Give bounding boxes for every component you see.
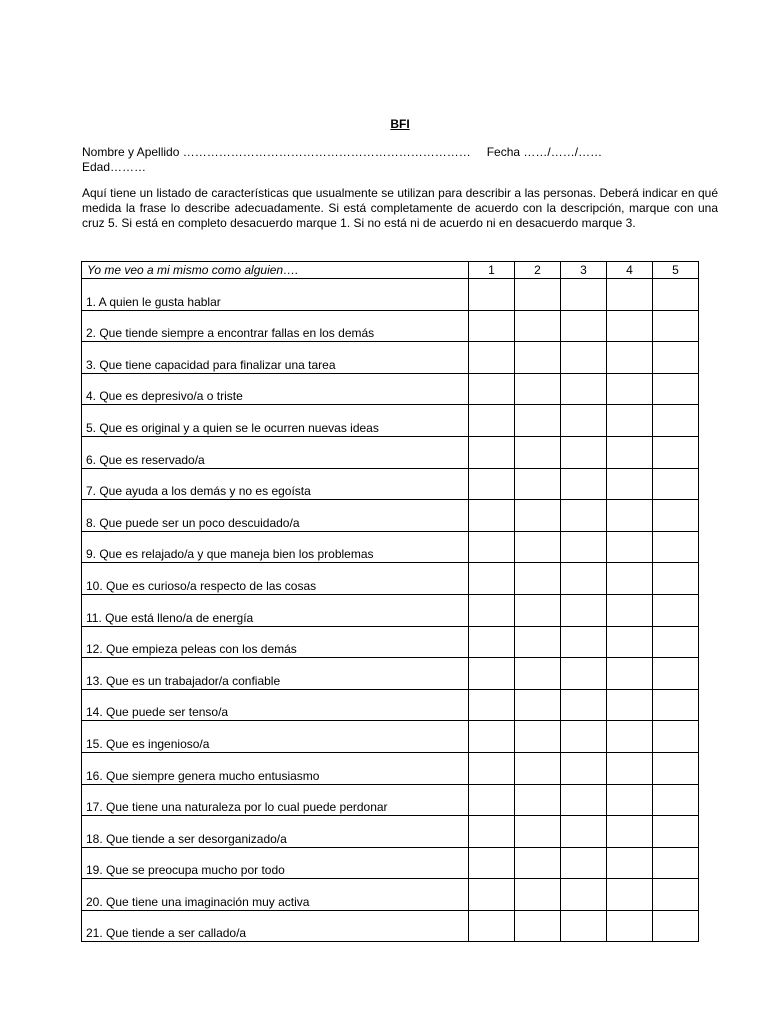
answer-cell-4[interactable] (607, 689, 653, 721)
answer-cell-2[interactable] (515, 594, 561, 626)
answer-cell-4[interactable] (607, 531, 653, 563)
answer-cell-1[interactable] (469, 342, 515, 374)
answer-cell-1[interactable] (469, 531, 515, 563)
table-row (82, 847, 699, 879)
item-text: 11. Que está lleno/a de energía (82, 594, 469, 626)
answer-cell-3[interactable] (561, 816, 607, 848)
answer-cell-4[interactable] (607, 563, 653, 595)
answer-cell-3[interactable] (561, 405, 607, 437)
table-row (82, 373, 699, 405)
answer-cell-3[interactable] (561, 500, 607, 532)
answer-cell-5[interactable] (653, 752, 699, 784)
table-row (82, 910, 699, 942)
answer-cell-4[interactable] (607, 626, 653, 658)
answer-cell-5[interactable] (653, 721, 699, 753)
table-row (82, 342, 699, 374)
answer-cell-5[interactable] (653, 563, 699, 595)
answer-cell-3[interactable] (561, 373, 607, 405)
answer-cell-1[interactable] (469, 500, 515, 532)
answer-cell-4[interactable] (607, 310, 653, 342)
bfi-questionnaire-table (81, 261, 699, 942)
answer-cell-4[interactable] (607, 658, 653, 690)
item-text: 16. Que siempre genera mucho entusiasmo (82, 752, 469, 784)
item-text: 8. Que puede ser un poco descuidado/a (82, 500, 469, 532)
table-row (82, 468, 699, 500)
answer-cell-2[interactable] (515, 784, 561, 816)
answer-cell-2[interactable] (515, 721, 561, 753)
question-header: Yo me veo a mi mismo como alguien…. (82, 262, 469, 279)
answer-cell-1[interactable] (469, 468, 515, 500)
item-text: 9. Que es relajado/a y que maneja bien los problemas (82, 531, 469, 563)
answer-cell-3[interactable] (561, 342, 607, 374)
answer-cell-1[interactable] (469, 658, 515, 690)
table-row (82, 594, 699, 626)
item-text: 7. Que ayuda a los demás y no es egoísta (82, 468, 469, 500)
answer-cell-5[interactable] (653, 910, 699, 942)
table-row (82, 689, 699, 721)
answer-cell-3[interactable] (561, 563, 607, 595)
table-row (82, 500, 699, 532)
answer-cell-3[interactable] (561, 594, 607, 626)
answer-cell-5[interactable] (653, 436, 699, 468)
answer-cell-2[interactable] (515, 436, 561, 468)
answer-cell-2[interactable] (515, 658, 561, 690)
item-text: 15. Que es ingenioso/a (82, 721, 469, 753)
answer-cell-4[interactable] (607, 784, 653, 816)
answer-cell-3[interactable] (561, 689, 607, 721)
answer-cell-4[interactable] (607, 879, 653, 911)
answer-cell-1[interactable] (469, 594, 515, 626)
table-row (82, 531, 699, 563)
answer-cell-3[interactable] (561, 658, 607, 690)
table-row (82, 784, 699, 816)
answer-cell-3[interactable] (561, 910, 607, 942)
table-row (82, 658, 699, 690)
answer-cell-1[interactable] (469, 689, 515, 721)
answer-cell-1[interactable] (469, 721, 515, 753)
answer-cell-3[interactable] (561, 752, 607, 784)
answer-cell-1[interactable] (469, 879, 515, 911)
answer-cell-5[interactable] (653, 342, 699, 374)
answer-cell-2[interactable] (515, 405, 561, 437)
answer-cell-5[interactable] (653, 816, 699, 848)
items-body (82, 279, 699, 942)
answer-cell-5[interactable] (653, 879, 699, 911)
answer-cell-5[interactable] (653, 405, 699, 437)
scale-header-3: 3 (561, 262, 607, 279)
scale-header-2: 2 (515, 262, 561, 279)
table-row (82, 436, 699, 468)
answer-cell-1[interactable] (469, 373, 515, 405)
answer-cell-4[interactable] (607, 816, 653, 848)
answer-cell-5[interactable] (653, 689, 699, 721)
answer-cell-2[interactable] (515, 279, 561, 311)
answer-cell-3[interactable] (561, 468, 607, 500)
item-text: 6. Que es reservado/a (82, 436, 469, 468)
answer-cell-3[interactable] (561, 531, 607, 563)
table-row (82, 563, 699, 595)
date-field-label: Fecha ……/……/…… (486, 145, 603, 159)
answer-cell-5[interactable] (653, 500, 699, 532)
answer-cell-4[interactable] (607, 721, 653, 753)
item-text: 17. Que tiene una naturaleza por lo cual puede perdonar (82, 784, 469, 816)
answer-cell-2[interactable] (515, 310, 561, 342)
answer-cell-3[interactable] (561, 626, 607, 658)
name-date-line (82, 145, 602, 159)
answer-cell-2[interactable] (515, 500, 561, 532)
answer-cell-1[interactable] (469, 563, 515, 595)
answer-cell-4[interactable] (607, 373, 653, 405)
answer-cell-3[interactable] (561, 879, 607, 911)
answer-cell-4[interactable] (607, 847, 653, 879)
answer-cell-1[interactable] (469, 816, 515, 848)
answer-cell-5[interactable] (653, 626, 699, 658)
scale-header-5: 5 (653, 262, 699, 279)
answer-cell-4[interactable] (607, 342, 653, 374)
answer-cell-3[interactable] (561, 721, 607, 753)
item-text: 3. Que tiene capacidad para finalizar una tarea (82, 342, 469, 374)
answer-cell-4[interactable] (607, 405, 653, 437)
scale-header-1: 1 (469, 262, 515, 279)
answer-cell-5[interactable] (653, 279, 699, 311)
table-row (82, 721, 699, 753)
table-row (82, 752, 699, 784)
answer-cell-5[interactable] (653, 847, 699, 879)
answer-cell-5[interactable] (653, 373, 699, 405)
answer-cell-1[interactable] (469, 279, 515, 311)
answer-cell-3[interactable] (561, 847, 607, 879)
answer-cell-5[interactable] (653, 594, 699, 626)
item-text: 13. Que es un trabajador/a confiable (82, 658, 469, 690)
table-row (82, 626, 699, 658)
table-row (82, 816, 699, 848)
answer-cell-5[interactable] (653, 468, 699, 500)
answer-cell-3[interactable] (561, 784, 607, 816)
answer-cell-2[interactable] (515, 752, 561, 784)
item-text: 12. Que empieza peleas con los demás (82, 626, 469, 658)
answer-cell-2[interactable] (515, 879, 561, 911)
item-text: 4. Que es depresivo/a o triste (82, 373, 469, 405)
answer-cell-5[interactable] (653, 784, 699, 816)
answer-cell-2[interactable] (515, 689, 561, 721)
answer-cell-1[interactable] (469, 784, 515, 816)
item-text: 21. Que tiende a ser callado/a (82, 910, 469, 942)
answer-cell-2[interactable] (515, 531, 561, 563)
table-row (82, 279, 699, 311)
item-text: 2. Que tiende siempre a encontrar fallas en los demás (82, 310, 469, 342)
answer-cell-2[interactable] (515, 910, 561, 942)
answer-cell-1[interactable] (469, 310, 515, 342)
answer-cell-4[interactable] (607, 752, 653, 784)
item-text: 20. Que tiene una imaginación muy activa (82, 879, 469, 911)
table-row (82, 405, 699, 437)
answer-cell-2[interactable] (515, 563, 561, 595)
document-title: BFI (390, 117, 410, 131)
item-text: 5. Que es original y a quien se le ocurren nuevas ideas (82, 405, 469, 437)
answer-cell-2[interactable] (515, 373, 561, 405)
answer-cell-2[interactable] (515, 816, 561, 848)
answer-cell-1[interactable] (469, 910, 515, 942)
answer-cell-4[interactable] (607, 468, 653, 500)
answer-cell-5[interactable] (653, 531, 699, 563)
answer-cell-2[interactable] (515, 847, 561, 879)
table-row (82, 310, 699, 342)
answer-cell-3[interactable] (561, 436, 607, 468)
answer-cell-4[interactable] (607, 594, 653, 626)
answer-cell-1[interactable] (469, 436, 515, 468)
answer-cell-1[interactable] (469, 752, 515, 784)
answer-cell-4[interactable] (607, 500, 653, 532)
item-text: 14. Que puede ser tenso/a (82, 689, 469, 721)
answer-cell-1[interactable] (469, 847, 515, 879)
answer-cell-4[interactable] (607, 910, 653, 942)
answer-cell-4[interactable] (607, 279, 653, 311)
item-text: 1. A quien le gusta hablar (82, 279, 469, 311)
table-header-row (82, 262, 699, 279)
table-row (82, 879, 699, 911)
instructions-paragraph: Aquí tiene un listado de características que usualmente se utilizan para describir a las personas. Deberá indicar en qué medida la frase lo describe adecuadamente. Si está completamente de acuerdo con la descripción, marque con una cruz 5. Si está en completo desacuerdo marque 1. Si no está ni de acuerdo ni en desacuerdo marque 3. (82, 186, 718, 230)
answer-cell-5[interactable] (653, 310, 699, 342)
answer-cell-1[interactable] (469, 405, 515, 437)
answer-cell-4[interactable] (607, 436, 653, 468)
name-field-label: Nombre y Apellido ……………………………………………………………… (82, 145, 471, 159)
answer-cell-2[interactable] (515, 626, 561, 658)
age-field-label: Edad……… (82, 160, 147, 174)
scale-header-4: 4 (607, 262, 653, 279)
answer-cell-1[interactable] (469, 626, 515, 658)
item-text: 18. Que tiende a ser desorganizado/a (82, 816, 469, 848)
answer-cell-2[interactable] (515, 342, 561, 374)
answer-cell-3[interactable] (561, 279, 607, 311)
answer-cell-2[interactable] (515, 468, 561, 500)
item-text: 10. Que es curioso/a respecto de las cosas (82, 563, 469, 595)
item-text: 19. Que se preocupa mucho por todo (82, 847, 469, 879)
answer-cell-5[interactable] (653, 658, 699, 690)
answer-cell-3[interactable] (561, 310, 607, 342)
